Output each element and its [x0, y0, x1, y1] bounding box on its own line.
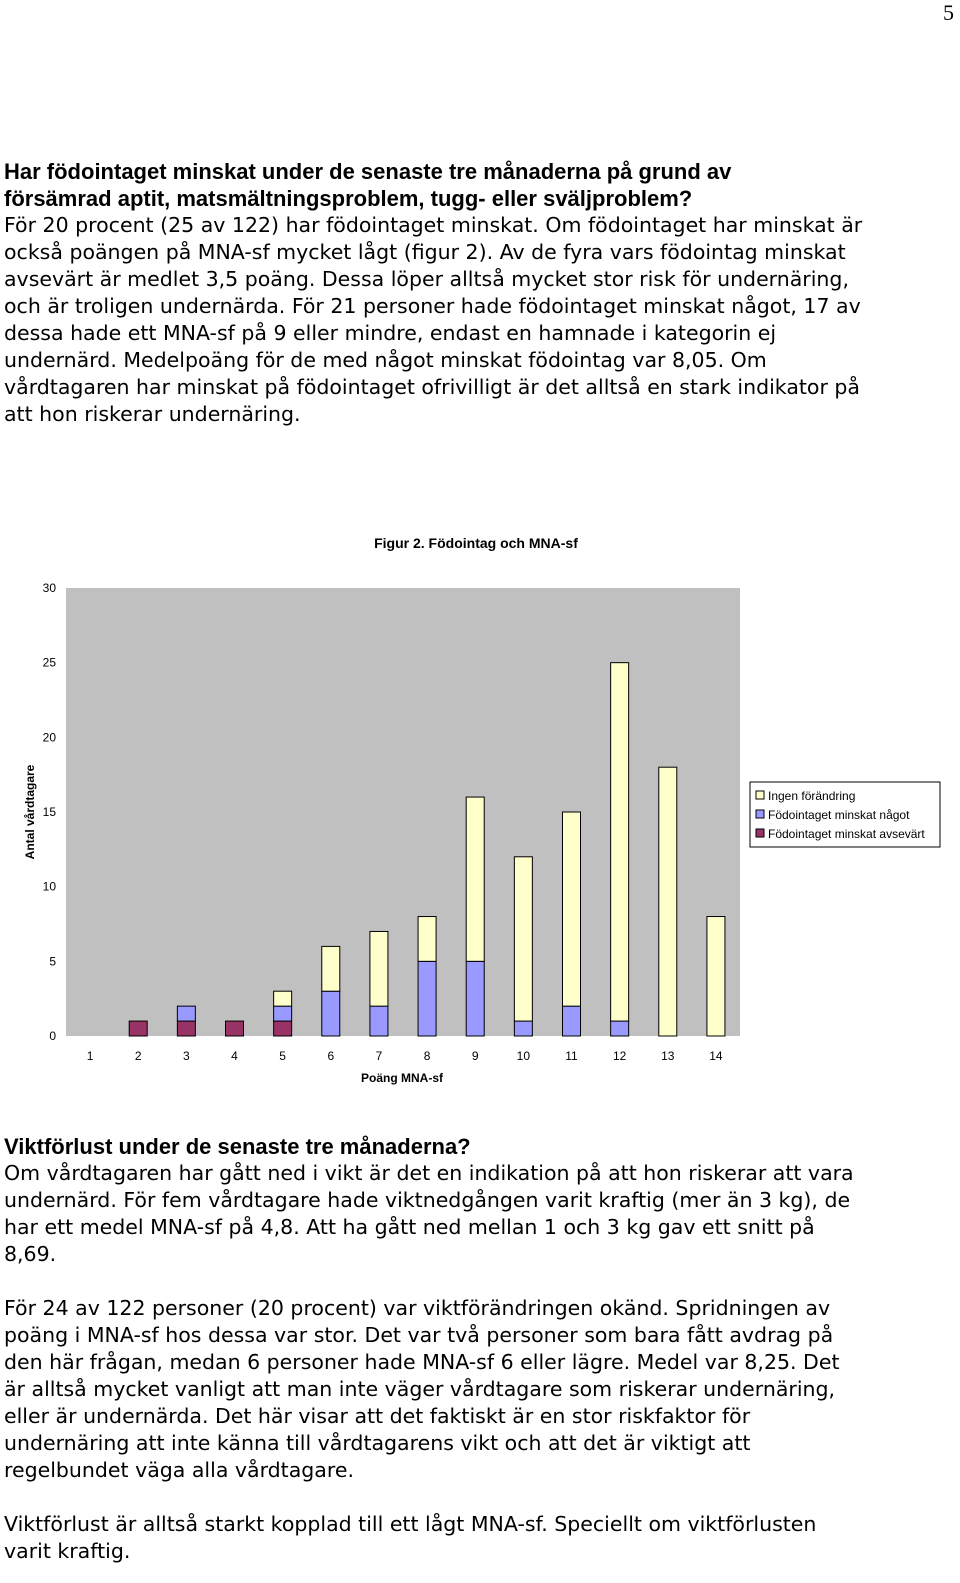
section-heading: Viktförlust under de senaste tre månaderna? [4, 1134, 471, 1159]
bar-segment [370, 1006, 388, 1036]
paragraph-line: är alltså mycket vanligt att man inte väger vårdtagare som riskerar undernäring, [4, 1377, 836, 1401]
y-tick-label: 25 [42, 655, 56, 670]
paragraph-line: vårdtagaren har minskat på födointaget ofrivilligt är det alltså en stark indikator på [4, 375, 860, 399]
paragraph-line: också poängen på MNA-sf mycket lågt (figur 2). Av de fyra vars födointag minskat [4, 240, 846, 264]
chart-legend [750, 782, 940, 847]
chart-title: Figur 2. Födointag och MNA-sf [374, 535, 578, 551]
paragraph-line: och är troligen undernärda. För 21 personer hade födointaget minskat något, 17 av [4, 294, 861, 318]
paragraph-line: avsevärt är medlet 3,5 poäng. Dessa löper alltså mycket stor risk för undernäring, [4, 267, 849, 291]
paragraph-line: För 20 procent (25 av 122) har födointaget minskat. Om födointaget har minskat är [4, 213, 863, 237]
x-tick-label: 11 [565, 1049, 578, 1063]
bar-segment [418, 961, 436, 1036]
x-axis [87, 1049, 723, 1063]
paragraph-line: varit kraftig. [4, 1539, 131, 1563]
figure-2-chart [0, 520, 960, 1100]
bar-segment [129, 1021, 147, 1036]
paragraph-line: undernärd. För fem vårdtagare hade viktnedgången varit kraftig (mer än 3 kg), de [4, 1188, 851, 1212]
legend-swatch [756, 791, 764, 799]
y-axis [43, 581, 57, 1043]
y-tick-label: 0 [49, 1029, 56, 1043]
x-tick-label: 10 [516, 1049, 531, 1063]
paragraph-line: den här frågan, medan 6 personer hade MNA-sf 6 eller lägre. Medel var 8,25. Det [4, 1350, 840, 1374]
legend-label: Födointaget minskat avsevärt [768, 827, 925, 841]
bar-segment [370, 931, 388, 1006]
x-axis-label: Poäng MNA-sf [361, 1071, 443, 1085]
x-tick-label: 6 [327, 1049, 335, 1063]
paragraph-line: 8,69. [4, 1242, 57, 1266]
y-axis-label: Antal vårdtagare [23, 764, 37, 860]
paragraph-line: undernäring att inte känna till vårdtagarens vikt och att det är viktigt att [4, 1431, 751, 1455]
paragraph-line: dessa hade ett MNA-sf på 9 eller mindre, endast en hamnade i kategorin ej [4, 321, 777, 345]
bar-segment [226, 1021, 244, 1036]
bar-segment [563, 812, 581, 1006]
bar-segment [177, 1021, 195, 1036]
x-tick-label: 5 [279, 1049, 286, 1063]
y-tick-label: 10 [42, 879, 56, 894]
plot-area [66, 588, 740, 1036]
y-tick-label: 5 [49, 954, 56, 969]
bar-segment [466, 961, 484, 1036]
section-food-intake [4, 158, 952, 428]
x-tick-label: 4 [231, 1049, 238, 1063]
paragraph-line: regelbundet väga alla vårdtagare. [4, 1458, 354, 1482]
paragraph-line: poäng i MNA-sf hos dessa var stor. Det var två personer som bara fått avdrag på [4, 1323, 834, 1347]
paragraph-line: För 24 av 122 personer (20 procent) var viktförändringen okänd. Spridningen av [4, 1296, 831, 1320]
legend-swatch [756, 810, 764, 818]
legend-label: Födointaget minskat något [768, 808, 910, 822]
x-tick-label: 8 [423, 1049, 431, 1063]
x-tick-label: 1 [86, 1049, 94, 1063]
bar-segment [514, 857, 532, 1021]
bar-segment [659, 767, 677, 1036]
legend-label: Ingen förändring [768, 789, 856, 803]
bar-segment [274, 1021, 292, 1036]
bar-segment [514, 1021, 532, 1036]
bar-segment [322, 991, 340, 1036]
paragraph-line: att hon riskerar undernäring. [4, 402, 301, 426]
x-tick-label: 14 [709, 1049, 723, 1063]
section-weight-loss [4, 1133, 952, 1565]
section-heading: försämrad aptit, matsmältningsproblem, tugg- eller sväljproblem? [4, 186, 693, 211]
section-heading: Har födointaget minskat under de senaste tre månaderna på grund av [4, 159, 732, 184]
x-tick-label: 3 [183, 1049, 190, 1063]
bar-segment [611, 663, 629, 1021]
x-tick-label: 7 [375, 1049, 383, 1063]
bar-segment [177, 1006, 195, 1021]
paragraph-line: eller är undernärda. Det här visar att det faktiskt är en stor riskfaktor för [4, 1404, 751, 1428]
x-tick-label: 9 [471, 1049, 479, 1063]
legend-swatch [756, 829, 764, 837]
bar-segment [707, 917, 725, 1036]
bar-segment [611, 1021, 629, 1036]
bar-segment [274, 991, 292, 1006]
x-tick-label: 12 [612, 1049, 627, 1063]
paragraph-line: har ett medel MNA-sf på 4,8. Att ha gått ned mellan 1 och 3 kg gav ett snitt på [4, 1215, 815, 1239]
paragraph-line: Om vårdtagaren har gått ned i vikt är det en indikation på att hon riskerar att vara [4, 1161, 854, 1185]
page-number: 5 [943, 0, 954, 25]
bar-segment [466, 797, 484, 961]
bar-segment [418, 917, 436, 962]
x-tick-label: 2 [134, 1049, 142, 1063]
paragraph-line: Viktförlust är alltså starkt kopplad till ett lågt MNA-sf. Speciellt om viktförlusten [4, 1512, 817, 1536]
paragraph-line: undernärd. Medelpoäng för de med något minskat födointag var 8,05. Om [4, 348, 767, 372]
bar-segment [563, 1006, 581, 1036]
y-tick-label: 15 [42, 805, 56, 819]
bar-segment [274, 1006, 292, 1021]
bar-segment [322, 946, 340, 991]
y-tick-label: 30 [42, 581, 56, 595]
y-tick-label: 20 [42, 730, 56, 745]
x-tick-label: 13 [661, 1049, 675, 1063]
